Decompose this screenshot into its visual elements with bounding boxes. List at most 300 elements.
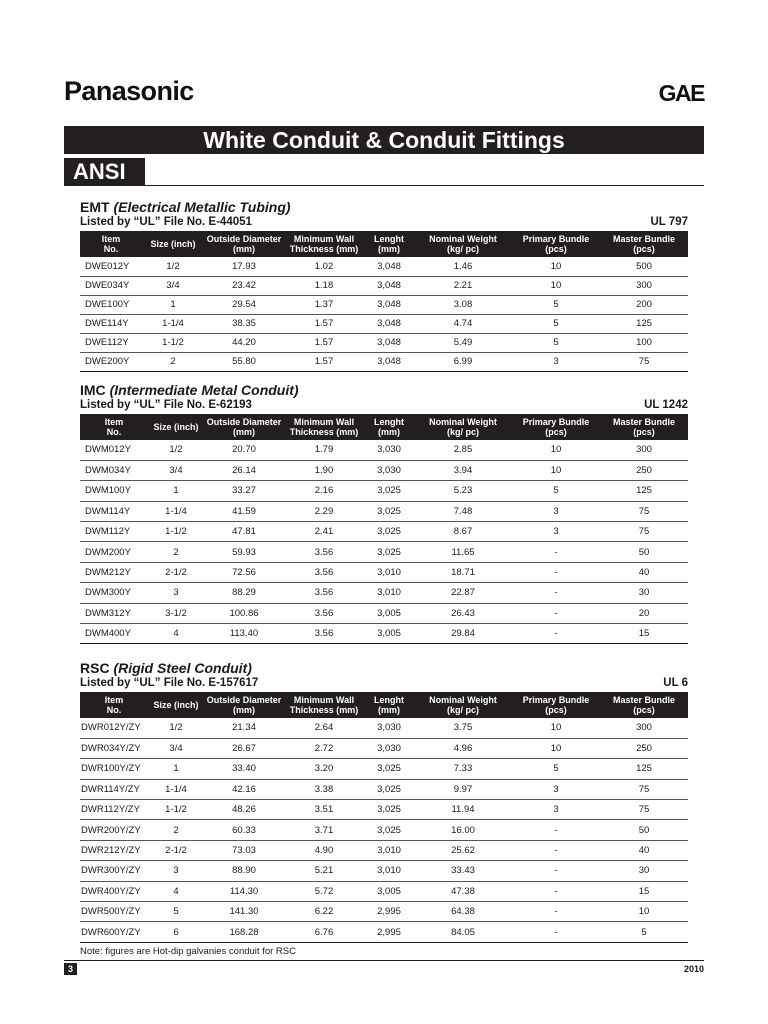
table-row	[80, 881, 688, 901]
wall-thickness-cell: 3.56	[284, 624, 364, 644]
primary-bundle-cell: -	[512, 820, 600, 840]
item-no-cell: DWR600Y/ZY	[80, 922, 148, 942]
primary-bundle-cell: -	[512, 881, 600, 901]
table-body	[80, 257, 688, 371]
col-header-nominal-weight	[414, 692, 512, 718]
size-cell: 1	[142, 295, 204, 314]
size-cell: 1/2	[142, 257, 204, 276]
nominal-weight-cell: 11.65	[414, 542, 512, 562]
size-cell: 1-1/4	[148, 501, 204, 521]
master-bundle-cell: 30	[600, 861, 688, 881]
outside-diameter-cell: 17.93	[204, 257, 284, 276]
header-line: Lenght	[374, 417, 404, 427]
nominal-weight-cell: 2.85	[414, 440, 512, 460]
outside-diameter-cell: 26.67	[204, 738, 284, 758]
item-no-cell: DWR112Y/ZY	[80, 800, 148, 820]
size-cell: 2	[148, 542, 204, 562]
nominal-weight-cell: 84.05	[414, 922, 512, 942]
wall-thickness-cell: 3.56	[284, 542, 364, 562]
nominal-weight-cell: 5.23	[414, 481, 512, 501]
wall-thickness-cell: 6.22	[284, 902, 364, 922]
size-cell: 2-1/2	[148, 840, 204, 860]
item-no-cell: DWE034Y	[80, 276, 142, 295]
master-bundle-cell: 15	[600, 881, 688, 901]
header-unit: (pcs)	[545, 427, 567, 437]
nominal-weight-cell: 33.43	[414, 861, 512, 881]
primary-bundle-cell: -	[512, 840, 600, 860]
header-line: Size (inch)	[150, 239, 196, 249]
outside-diameter-cell: 44.20	[204, 333, 284, 352]
col-header-wall-thickness	[284, 692, 364, 718]
nominal-weight-cell: 18.71	[414, 562, 512, 582]
master-bundle-cell: 75	[600, 800, 688, 820]
section-heading	[80, 199, 688, 215]
section-code: IMC	[80, 382, 106, 398]
header-unit: (kg/ pc)	[446, 427, 479, 437]
outside-diameter-cell: 41.59	[204, 501, 284, 521]
emt-spec-table	[80, 231, 688, 372]
outside-diameter-cell: 88.29	[204, 583, 284, 603]
table-row	[80, 922, 688, 942]
table-row	[80, 861, 688, 881]
header-line: Master Bundle	[612, 695, 675, 705]
table-row	[80, 779, 688, 799]
col-header-master-bundle	[600, 692, 688, 718]
length-cell: 3,048	[364, 333, 414, 352]
header-unit: (mm)	[233, 244, 255, 254]
nominal-weight-cell: 22.87	[414, 583, 512, 603]
outside-diameter-cell: 47.81	[204, 522, 284, 542]
wall-thickness-cell: 2.41	[284, 522, 364, 542]
master-bundle-cell: 300	[600, 276, 688, 295]
primary-bundle-cell: 10	[512, 718, 600, 738]
master-bundle-cell: 75	[600, 779, 688, 799]
table-row	[80, 820, 688, 840]
section-code: EMT	[80, 199, 110, 215]
outside-diameter-cell: 100.86	[204, 603, 284, 623]
footer-rule	[64, 960, 704, 961]
outside-diameter-cell: 20.70	[204, 440, 284, 460]
header-line: Primary Bundle	[522, 417, 590, 427]
col-header-size	[142, 231, 204, 257]
nominal-weight-cell: 3.75	[414, 718, 512, 738]
outside-diameter-cell: 72.56	[204, 562, 284, 582]
header-unit: (mm)	[233, 427, 255, 437]
item-no-cell: DWM012Y	[80, 440, 148, 460]
size-cell: 1-1/2	[148, 522, 204, 542]
ul-standard: UL 797	[650, 216, 688, 228]
header-unit: (mm)	[378, 427, 400, 437]
outside-diameter-cell: 48.26	[204, 800, 284, 820]
header-line: Item	[101, 234, 121, 244]
size-cell: 1	[148, 759, 204, 779]
nominal-weight-cell: 1.46	[414, 257, 512, 276]
col-header-size	[148, 414, 204, 440]
item-no-cell: DWR114Y/ZY	[80, 779, 148, 799]
table-row	[80, 624, 688, 644]
table-header-row	[80, 414, 688, 440]
table-row	[80, 276, 688, 295]
table-row	[80, 501, 688, 521]
col-header-master-bundle	[600, 231, 688, 257]
page-number: 3	[64, 963, 77, 975]
outside-diameter-cell: 42.16	[204, 779, 284, 799]
master-bundle-cell: 500	[600, 257, 688, 276]
ul-standard: UL 6	[663, 677, 688, 689]
master-bundle-cell: 30	[600, 583, 688, 603]
header-line: Nominal Weight	[429, 417, 497, 427]
item-no-cell: DWR012Y/ZY	[80, 718, 148, 738]
length-cell: 3,010	[364, 583, 414, 603]
outside-diameter-cell: 59.93	[204, 542, 284, 562]
ul-file-number: Listed by “UL” File No. E-157617	[80, 677, 259, 689]
primary-bundle-cell: -	[512, 861, 600, 881]
wall-thickness-cell: 1.57	[284, 352, 364, 371]
master-bundle-cell: 40	[600, 840, 688, 860]
nominal-weight-cell: 26.43	[414, 603, 512, 623]
outside-diameter-cell: 141.30	[204, 902, 284, 922]
table-row	[80, 314, 688, 333]
wall-thickness-cell: 5.72	[284, 881, 364, 901]
section-name: (Electrical Metallic Tubing)	[113, 199, 291, 215]
wall-thickness-cell: 2.16	[284, 481, 364, 501]
table-row	[80, 460, 688, 480]
length-cell: 3,010	[364, 562, 414, 582]
item-no-cell: DWM114Y	[80, 501, 148, 521]
section-name: (Intermediate Metal Conduit)	[109, 382, 299, 398]
rsc-spec-table	[80, 692, 688, 943]
header-unit: (pcs)	[633, 427, 655, 437]
item-no-cell: DWM312Y	[80, 603, 148, 623]
table-row	[80, 481, 688, 501]
header-line: Size (inch)	[153, 700, 199, 710]
item-no-cell: DWR100Y/ZY	[80, 759, 148, 779]
section-code: RSC	[80, 660, 110, 676]
size-cell: 1	[148, 481, 204, 501]
length-cell: 3,005	[364, 881, 414, 901]
master-bundle-cell: 40	[600, 562, 688, 582]
length-cell: 3,048	[364, 295, 414, 314]
master-bundle-cell: 15	[600, 624, 688, 644]
nominal-weight-cell: 7.48	[414, 501, 512, 521]
page-title: White Conduit & Conduit Fittings	[64, 126, 704, 154]
table-row	[80, 562, 688, 582]
header-unit: Thickness (mm)	[289, 427, 359, 437]
footnote: Note: figures are Hot-dip galvanies conduit for RSC	[80, 946, 296, 957]
col-header-item-no	[80, 231, 142, 257]
item-no-cell: DWR212Y/ZY	[80, 840, 148, 860]
item-no-cell: DWR500Y/ZY	[80, 902, 148, 922]
item-no-cell: DWM300Y	[80, 583, 148, 603]
length-cell: 3,010	[364, 840, 414, 860]
length-cell: 2,995	[364, 922, 414, 942]
outside-diameter-cell: 23.42	[204, 276, 284, 295]
col-header-primary-bundle	[512, 414, 600, 440]
wall-thickness-cell: 3.38	[284, 779, 364, 799]
outside-diameter-cell: 73.03	[204, 840, 284, 860]
primary-bundle-cell: 10	[512, 440, 600, 460]
wall-thickness-cell: 6.76	[284, 922, 364, 942]
header-line: Size (inch)	[153, 422, 199, 432]
primary-bundle-cell: -	[512, 583, 600, 603]
length-cell: 3,030	[364, 718, 414, 738]
imc-section	[80, 382, 688, 644]
col-header-length	[364, 414, 414, 440]
table-body	[80, 718, 688, 942]
master-bundle-cell: 125	[600, 759, 688, 779]
primary-bundle-cell: 5	[512, 295, 600, 314]
master-bundle-cell: 125	[600, 314, 688, 333]
outside-diameter-cell: 29.54	[204, 295, 284, 314]
header-line: Outside Diameter	[206, 417, 282, 427]
length-cell: 3,010	[364, 861, 414, 881]
header-unit: (pcs)	[633, 705, 655, 715]
item-no-cell: DWE114Y	[80, 314, 142, 333]
length-cell: 3,025	[364, 800, 414, 820]
length-cell: 3,005	[364, 624, 414, 644]
length-cell: 3,048	[364, 276, 414, 295]
nominal-weight-cell: 11.94	[414, 800, 512, 820]
col-header-wall-thickness	[284, 414, 364, 440]
header-line: Nominal Weight	[429, 234, 497, 244]
outside-diameter-cell: 26.14	[204, 460, 284, 480]
item-no-cell: DWM034Y	[80, 460, 148, 480]
wall-thickness-cell: 1.57	[284, 314, 364, 333]
length-cell: 3,030	[364, 738, 414, 758]
header-unit: Thickness (mm)	[289, 244, 359, 254]
table-row	[80, 522, 688, 542]
nominal-weight-cell: 7.33	[414, 759, 512, 779]
panasonic-logo: Panasonic	[64, 76, 194, 106]
length-cell: 3,030	[364, 460, 414, 480]
header-line: Minimum Wall	[293, 234, 355, 244]
primary-bundle-cell: 10	[512, 738, 600, 758]
master-bundle-cell: 250	[600, 460, 688, 480]
master-bundle-cell: 75	[600, 352, 688, 371]
header-line: Outside Diameter	[206, 234, 282, 244]
outside-diameter-cell: 33.27	[204, 481, 284, 501]
outside-diameter-cell: 55.80	[204, 352, 284, 371]
header-unit: Thickness (mm)	[289, 705, 359, 715]
master-bundle-cell: 50	[600, 820, 688, 840]
table-header-row	[80, 692, 688, 718]
primary-bundle-cell: -	[512, 902, 600, 922]
outside-diameter-cell: 88.90	[204, 861, 284, 881]
item-no-cell: DWR200Y/ZY	[80, 820, 148, 840]
wall-thickness-cell: 5.21	[284, 861, 364, 881]
header-unit: (pcs)	[633, 244, 655, 254]
nominal-weight-cell: 25.62	[414, 840, 512, 860]
table-body	[80, 440, 688, 644]
wall-thickness-cell: 3.71	[284, 820, 364, 840]
item-no-cell: DWM100Y	[80, 481, 148, 501]
header-unit: (kg/ pc)	[446, 705, 479, 715]
item-no-cell: DWR034Y/ZY	[80, 738, 148, 758]
outside-diameter-cell: 38.35	[204, 314, 284, 333]
header-unit: No.	[106, 427, 122, 437]
header-line: Minimum Wall	[293, 695, 355, 705]
table-row	[80, 759, 688, 779]
size-cell: 1-1/2	[148, 800, 204, 820]
size-cell: 1/2	[148, 440, 204, 460]
size-cell: 1-1/2	[142, 333, 204, 352]
master-bundle-cell: 5	[600, 922, 688, 942]
wall-thickness-cell: 1.37	[284, 295, 364, 314]
header-unit: (mm)	[378, 705, 400, 715]
wall-thickness-cell: 2.72	[284, 738, 364, 758]
header-unit: (mm)	[233, 705, 255, 715]
wall-thickness-cell: 1.57	[284, 333, 364, 352]
size-cell: 1-1/4	[148, 779, 204, 799]
table-row	[80, 902, 688, 922]
item-no-cell: DWM400Y	[80, 624, 148, 644]
wall-thickness-cell: 1.18	[284, 276, 364, 295]
ul-file-number: Listed by “UL” File No. E-44051	[80, 216, 252, 228]
table-row	[80, 840, 688, 860]
header-line: Nominal Weight	[429, 695, 497, 705]
wall-thickness-cell: 1.02	[284, 257, 364, 276]
size-cell: 2	[148, 820, 204, 840]
section-name: (Rigid Steel Conduit)	[113, 660, 252, 676]
size-cell: 3	[148, 583, 204, 603]
size-cell: 2	[142, 352, 204, 371]
size-cell: 6	[148, 922, 204, 942]
primary-bundle-cell: 3	[512, 522, 600, 542]
wall-thickness-cell: 3.56	[284, 583, 364, 603]
outside-diameter-cell: 21.34	[204, 718, 284, 738]
category-rule	[64, 185, 704, 186]
item-no-cell: DWR300Y/ZY	[80, 861, 148, 881]
table-row	[80, 603, 688, 623]
item-no-cell: DWM200Y	[80, 542, 148, 562]
header-line: Outside Diameter	[206, 695, 282, 705]
item-no-cell: DWE012Y	[80, 257, 142, 276]
size-cell: 3/4	[148, 460, 204, 480]
col-header-size	[148, 692, 204, 718]
nominal-weight-cell: 16.00	[414, 820, 512, 840]
col-header-outside-diameter	[204, 692, 284, 718]
outside-diameter-cell: 168.28	[204, 922, 284, 942]
gae-logo: GAE	[658, 80, 704, 106]
header-line: Primary Bundle	[522, 695, 590, 705]
col-header-length	[364, 231, 414, 257]
primary-bundle-cell: 5	[512, 481, 600, 501]
col-header-master-bundle	[600, 414, 688, 440]
header-line: Master Bundle	[612, 417, 675, 427]
col-header-outside-diameter	[204, 231, 284, 257]
size-cell: 2-1/2	[148, 562, 204, 582]
item-no-cell: DWE112Y	[80, 333, 142, 352]
length-cell: 3,048	[364, 257, 414, 276]
item-no-cell: DWR400Y/ZY	[80, 881, 148, 901]
primary-bundle-cell: -	[512, 603, 600, 623]
ul-standard: UL 1242	[644, 399, 688, 411]
master-bundle-cell: 10	[600, 902, 688, 922]
table-row	[80, 352, 688, 371]
nominal-weight-cell: 6.99	[414, 352, 512, 371]
item-no-cell: DWE100Y	[80, 295, 142, 314]
table-row	[80, 440, 688, 460]
header-unit: (kg/ pc)	[446, 244, 479, 254]
wall-thickness-cell: 4.90	[284, 840, 364, 860]
primary-bundle-cell: -	[512, 542, 600, 562]
wall-thickness-cell: 2.64	[284, 718, 364, 738]
nominal-weight-cell: 47.38	[414, 881, 512, 901]
size-cell: 1-1/4	[142, 314, 204, 333]
section-heading	[80, 660, 688, 676]
master-bundle-cell: 200	[600, 295, 688, 314]
master-bundle-cell: 20	[600, 603, 688, 623]
item-no-cell: DWM212Y	[80, 562, 148, 582]
header-unit: (mm)	[378, 244, 400, 254]
wall-thickness-cell: 1.90	[284, 460, 364, 480]
header-line: Item	[104, 695, 124, 705]
length-cell: 3,048	[364, 352, 414, 371]
col-header-item-no	[80, 692, 148, 718]
nominal-weight-cell: 29.84	[414, 624, 512, 644]
size-cell: 4	[148, 624, 204, 644]
length-cell: 3,025	[364, 779, 414, 799]
table-row	[80, 295, 688, 314]
length-cell: 3,025	[364, 522, 414, 542]
length-cell: 3,025	[364, 501, 414, 521]
nominal-weight-cell: 2.21	[414, 276, 512, 295]
primary-bundle-cell: 3	[512, 800, 600, 820]
emt-section	[80, 199, 688, 372]
col-header-nominal-weight	[414, 414, 512, 440]
wall-thickness-cell: 3.20	[284, 759, 364, 779]
nominal-weight-cell: 5.49	[414, 333, 512, 352]
size-cell: 1/2	[148, 718, 204, 738]
length-cell: 3,025	[364, 759, 414, 779]
table-row	[80, 583, 688, 603]
nominal-weight-cell: 4.74	[414, 314, 512, 333]
category-tab: ANSI	[64, 158, 145, 186]
header-line: Primary Bundle	[522, 234, 590, 244]
section-heading	[80, 382, 688, 398]
wall-thickness-cell: 3.51	[284, 800, 364, 820]
length-cell: 3,048	[364, 314, 414, 333]
outside-diameter-cell: 60.33	[204, 820, 284, 840]
primary-bundle-cell: -	[512, 562, 600, 582]
header-line: Item	[104, 417, 124, 427]
header-unit: No.	[103, 244, 119, 254]
primary-bundle-cell: 5	[512, 333, 600, 352]
table-row	[80, 718, 688, 738]
outside-diameter-cell: 113.40	[204, 624, 284, 644]
wall-thickness-cell: 3.56	[284, 562, 364, 582]
nominal-weight-cell: 4.96	[414, 738, 512, 758]
outside-diameter-cell: 33.40	[204, 759, 284, 779]
primary-bundle-cell: -	[512, 624, 600, 644]
item-no-cell: DWM112Y	[80, 522, 148, 542]
master-bundle-cell: 75	[600, 501, 688, 521]
table-row	[80, 257, 688, 276]
master-bundle-cell: 50	[600, 542, 688, 562]
col-header-outside-diameter	[204, 414, 284, 440]
size-cell: 3	[148, 861, 204, 881]
length-cell: 2,995	[364, 902, 414, 922]
size-cell: 4	[148, 881, 204, 901]
primary-bundle-cell: 10	[512, 257, 600, 276]
table-row	[80, 800, 688, 820]
rsc-section	[80, 660, 688, 943]
wall-thickness-cell: 1.79	[284, 440, 364, 460]
size-cell: 3/4	[148, 738, 204, 758]
ul-listing	[80, 398, 688, 412]
primary-bundle-cell: 10	[512, 460, 600, 480]
ul-listing	[80, 215, 688, 229]
